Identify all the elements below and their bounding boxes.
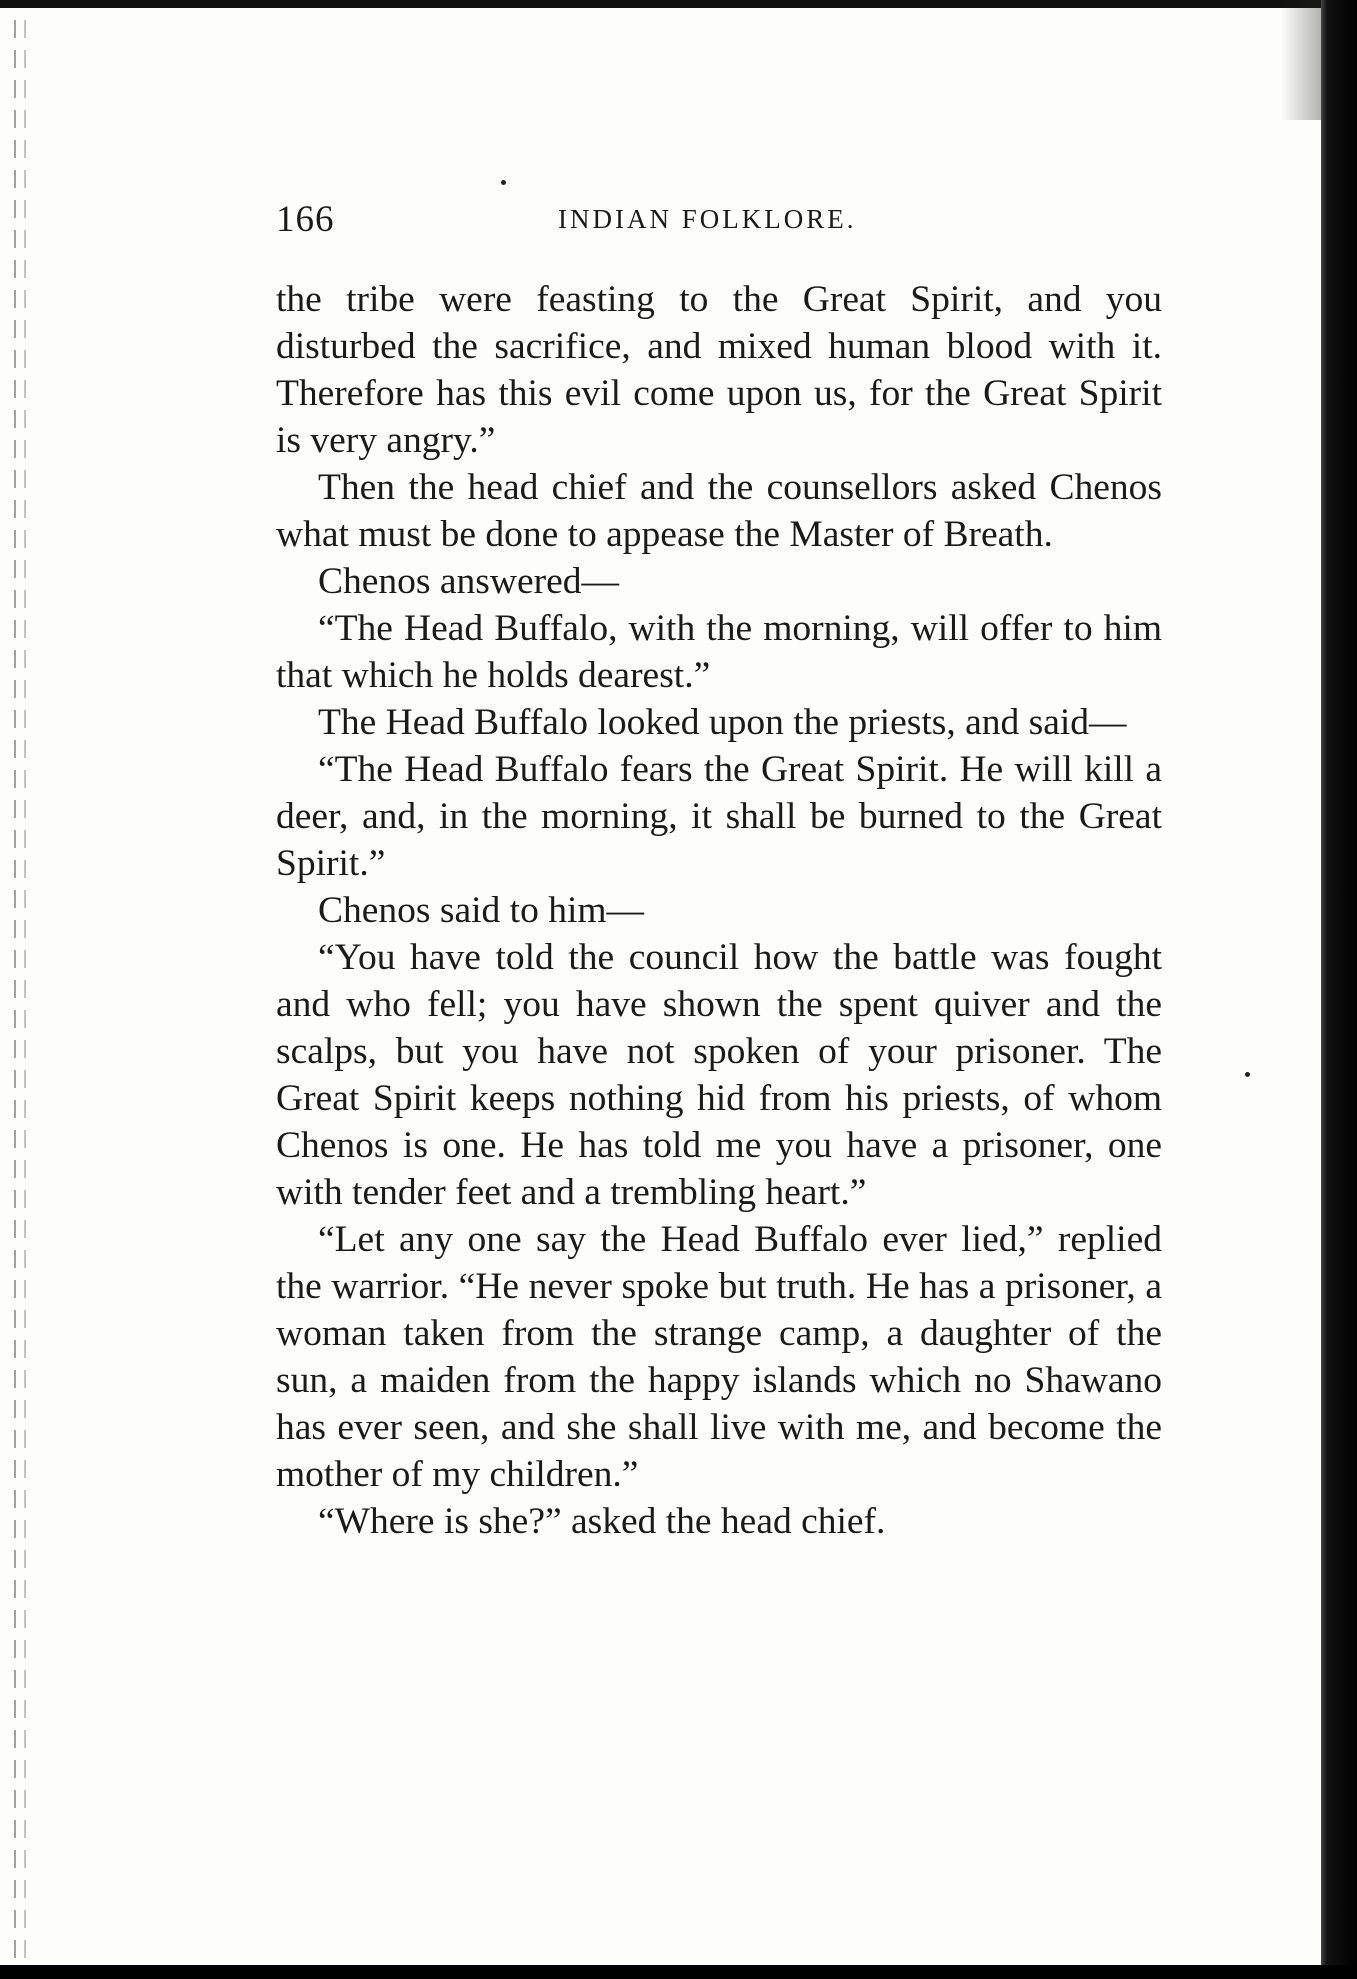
- gutter-line: [24, 20, 26, 1960]
- paragraph: “The Head Buffalo fears the Great Spirit. He will kill a deer, and, in the morning, it shall be burned to the Great Spirit.”: [276, 749, 1162, 884]
- running-title: INDIAN FOLKLORE.: [558, 204, 857, 234]
- scan-edge-top: [0, 0, 1357, 8]
- scan-edge-bottom: [0, 1965, 1357, 1979]
- paragraph: “You have told the council how the battle was fought and who fell; you have shown the spent quiver and the scalps, but you have not spoken of your prisoner. The Great Spirit keeps nothing hid from his priests, of whom Chenos is one. He has told me you have a prisoner, one with tender feet and a trembling heart.”: [276, 937, 1162, 1213]
- print-speck: [1245, 1072, 1250, 1077]
- paragraph: the tribe were feasting to the Great Spirit, and you disturbed the sacrifice, and mixed human blood with it. Therefore has this evil come upon us, for the Great Spirit is very angry.”: [276, 279, 1162, 461]
- print-speck: [501, 180, 506, 185]
- gutter-line: [14, 20, 16, 1960]
- scan-edge-bleed: [1281, 0, 1321, 120]
- scan-edge-right: [1321, 0, 1357, 1979]
- body-text: [276, 276, 1162, 1545]
- paragraph: The Head Buffalo looked upon the priests, and said—: [318, 702, 1127, 743]
- paragraph: Chenos said to him—: [318, 890, 645, 931]
- running-head: [276, 198, 896, 242]
- paragraph: Then the head chief and the counsellors asked Chenos what must be done to appease the Master of Breath.: [276, 467, 1162, 555]
- paragraph: “The Head Buffalo, with the morning, will offer to him that which he holds dearest.”: [276, 608, 1162, 696]
- page-number: 166: [276, 199, 335, 240]
- paragraph: Chenos answered—: [318, 561, 619, 602]
- paragraph: “Let any one say the Head Buffalo ever lied,” replied the warrior. “He never spoke but truth. He has a prisoner, a woman taken from the strange camp, a daughter of the sun, a maiden from the happy islands which no Shawano has ever seen, and she shall live with me, and become the mother of my children.”: [276, 1219, 1162, 1495]
- paragraph: “Where is she?” asked the head chief.: [318, 1501, 886, 1542]
